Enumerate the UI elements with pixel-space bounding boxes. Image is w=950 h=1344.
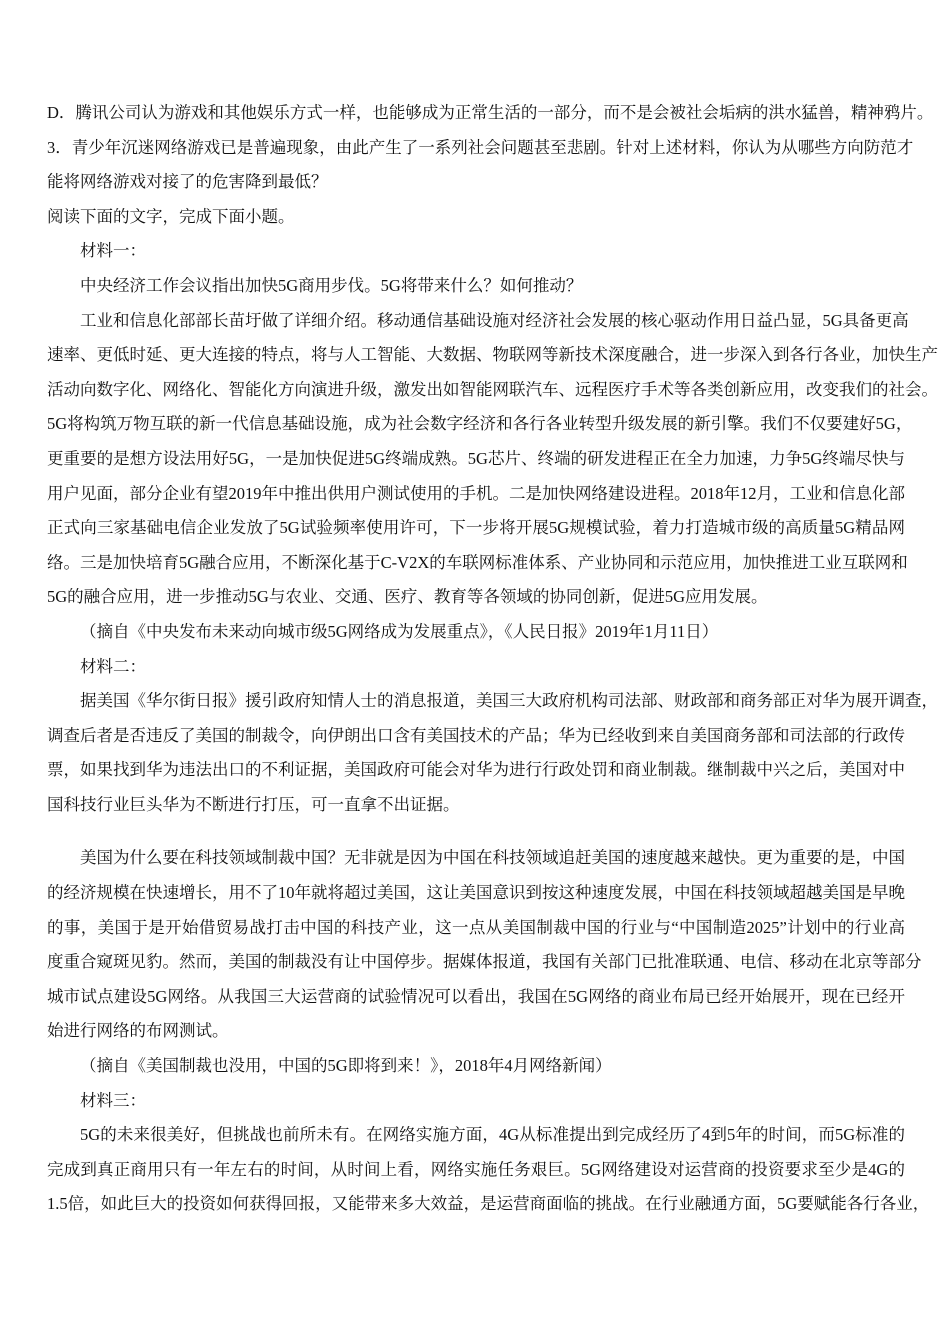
material-1-text: 更重要的是想方设法用好5G，一是加快促进5G终端成熟。5G芯片、终端的研发进程正在全力加速，力争5G终端尽快与 — [47, 448, 905, 468]
reading-instruction: 阅读下面的文字，完成下面小题。 — [47, 206, 295, 226]
material-2-text: 的经济规模在快速增长，用不了10年就将超过美国，这让美国意识到按这种速度发展，中国在科技领域超越美国是早晚 — [47, 883, 905, 903]
material-2-text: 的事，美国于是开始借贸易战打击中国的科技产业，这一点从美国制裁中国的行业与“中国制造2025”计划中的行业高 — [47, 917, 905, 937]
material-3-text: 5G的未来很美好，但挑战也前所未有。在网络实施方面，4G从标准提出到完成经历了4到5年的时间，而5G标准的 — [80, 1125, 905, 1145]
material-3-heading: 材料三： — [80, 1090, 146, 1110]
material-1-text: 5G将构筑万物互联的新一代信息基础设施，成为社会数字经济和各行各业转型升级发展的新引擎。我们不仅要建好5G， — [47, 414, 913, 434]
material-1-text: 正式向三家基础电信企业发放了5G试验频率使用许可，下一步将开展5G规模试验，着力打造城市级的高质量5G精品网 — [47, 518, 905, 538]
material-3-text: 1.5倍，如此巨大的投资如何获得回报，又能带来多大效益，是运营商面临的挑战。在行业融通方面，5G要赋能各行各业， — [47, 1194, 930, 1214]
material-3-text: 完成到真正商用只有一年左右的时间，从时间上看，网络实施任务艰巨。5G网络建设对运营商的投资要求至少是4G的 — [47, 1159, 905, 1179]
material-1-text: 速率、更低时延、更大连接的特点，将与人工智能、大数据、物联网等新技术深度融合，进一步深入到各行各业，加快生产 — [47, 345, 938, 365]
material-1-text: 用户见面，部分企业有望2019年中推出供用户测试使用的手机。二是加快网络建设进程。2018年12月，工业和信息化部 — [47, 483, 905, 503]
material-2-text: 国科技行业巨头华为不断进行打压，可一直拿不出证据。 — [47, 794, 460, 814]
material-1-text: 活动向数字化、网络化、智能化方向演进升级，激发出如智能网联汽车、远程医疗手术等各类创新应用，改变我们的社会。 — [47, 379, 938, 399]
material-1-text: 工业和信息化部部长苗圩做了详细介绍。移动通信基础设施对经济社会发展的核心驱动作用日益凸显，5G具备更高 — [80, 310, 909, 330]
document-page — [47, 98, 938, 1224]
material-2-text: 城市试点建设5G网络。从我国三大运营商的试验情况可以看出，我国在5G网络的商业布局已经开始展开，现在已经开 — [47, 986, 905, 1006]
option-d: D．腾讯公司认为游戏和其他娱乐方式一样，也能够成为正常生活的一部分，而不是会被社会垢病的洪水猛兽，精神鸦片。 — [47, 103, 934, 122]
material-2-text: 据美国《华尔街日报》援引政府知情人士的消息报道，美国三大政府机构司法部、财政部和商务部正对华为展开调查， — [80, 691, 938, 711]
material-1-text: 络。三是加快培育5G融合应用，不断深化基于C-V2X的车联网标准体系、产业协同和示范应用，加快推进工业互联网和 — [47, 552, 908, 572]
material-2-text: 票，如果找到华为违法出口的不利证据，美国政府可能会对华为进行行政处罚和商业制裁。继制裁中兴之后，美国对中 — [47, 760, 905, 780]
material-1-source: （摘自《中央发布未来动向城市级5G网络成为发展重点》，《人民日报》2019年1月11日） — [80, 621, 719, 641]
question-3-cont: 能将网络游戏对接了的危害降到最低？ — [47, 172, 328, 192]
material-2-text: 度重合窥斑见豹。然而，美国的制裁没有让中国停步。据媒体报道，我国有关部门已批准联通、电信、移动在北京等部分 — [47, 952, 922, 972]
material-1-text: 5G的融合应用，进一步推动5G与农业、交通、医疗、教育等各领域的协同创新，促进5G应用发展。 — [47, 587, 768, 607]
material-2-text: 美国为什么要在科技领域制裁中国？无非就是因为中国在科技领域追赶美国的速度越来越快。更为重要的是，中国 — [80, 848, 905, 868]
material-1-heading: 材料一： — [80, 241, 146, 261]
question-3: 3．青少年沉迷网络游戏已是普遍现象，由此产生了一系列社会问题甚至悲剧。针对上述材料，你认为从哪些方向防范才 — [47, 137, 914, 157]
material-2-source: （摘自《美国制裁也没用，中国的5G即将到来！》，2018年4月网络新闻） — [80, 1056, 612, 1076]
material-1-lead: 中央经济工作会议指出加快5G商用步伐。5G将带来什么？如何推动？ — [80, 275, 583, 295]
material-2-text: 始进行网络的布网测试。 — [47, 1021, 229, 1041]
material-2-heading: 材料二： — [80, 656, 146, 676]
material-2-text: 调查后者是否违反了美国的制裁令，向伊朗出口含有美国技术的产品；华为已经收到来自美国商务部和司法部的行政传 — [47, 725, 905, 745]
